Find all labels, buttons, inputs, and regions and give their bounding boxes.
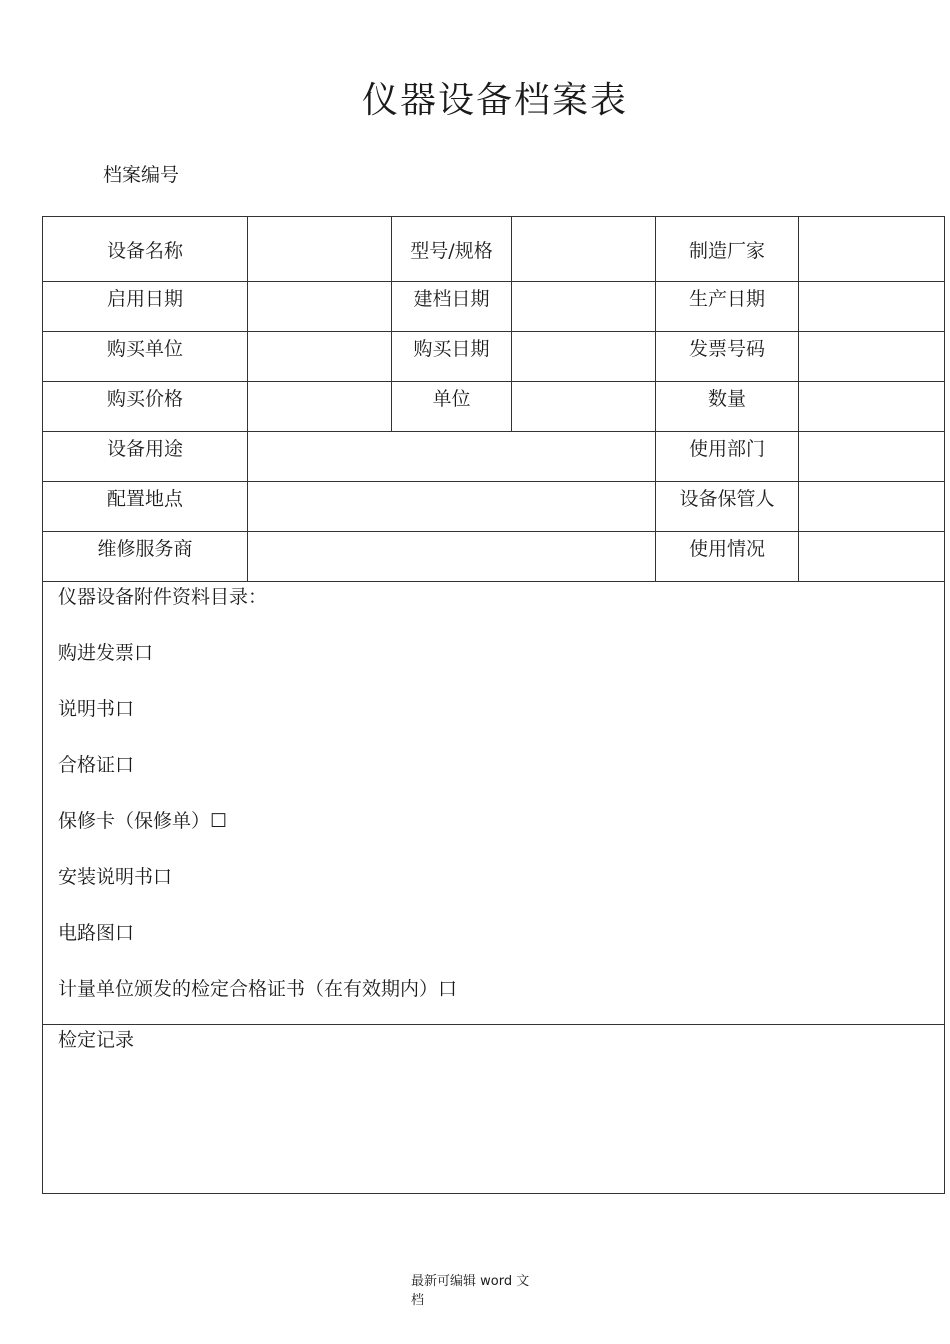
location-label: 配置地点 — [43, 482, 248, 532]
attachment-calibration-cert-checkbox[interactable]: 计量单位颁发的检定合格证书（在有效期内）口 — [58, 978, 458, 1000]
purchase-date-label: 购买日期 — [392, 332, 512, 382]
table-row — [43, 382, 945, 432]
invoice-number-field[interactable] — [799, 332, 945, 382]
attachments-heading: 仪器设备附件资料目录： — [58, 586, 268, 608]
unit-label: 单位 — [392, 382, 512, 432]
purchase-unit-label: 购买单位 — [43, 332, 248, 382]
manufacturer-label: 制造厂家 — [656, 217, 799, 282]
file-date-label: 建档日期 — [392, 282, 512, 332]
service-provider-field[interactable] — [248, 532, 656, 582]
quantity-field[interactable] — [799, 382, 945, 432]
user-department-field[interactable] — [799, 432, 945, 482]
attachment-invoice-checkbox[interactable]: 购进发票口 — [58, 642, 154, 664]
device-usage-label: 设备用途 — [43, 432, 248, 482]
table-row — [43, 282, 945, 332]
quantity-label: 数量 — [656, 382, 799, 432]
table-row — [43, 482, 945, 532]
attachments-section — [43, 582, 945, 1025]
invoice-number-label: 发票号码 — [656, 332, 799, 382]
service-provider-label: 维修服务商 — [43, 532, 248, 582]
production-date-field[interactable] — [799, 282, 945, 332]
purchase-unit-field[interactable] — [248, 332, 392, 382]
table-row — [43, 332, 945, 382]
attachment-circuit-diagram-checkbox[interactable]: 电路图口 — [58, 922, 135, 944]
production-date-label: 生产日期 — [656, 282, 799, 332]
attachment-certificate-checkbox[interactable]: 合格证口 — [58, 754, 135, 776]
custodian-label: 设备保管人 — [656, 482, 799, 532]
manufacturer-field[interactable] — [799, 217, 945, 282]
model-spec-field[interactable] — [512, 217, 656, 282]
purchase-price-field[interactable] — [248, 382, 392, 432]
purchase-date-field[interactable] — [512, 332, 656, 382]
user-department-label: 使用部门 — [656, 432, 799, 482]
unit-field[interactable] — [512, 382, 656, 432]
attachment-manual-checkbox[interactable]: 说明书口 — [58, 698, 135, 720]
table-row — [43, 532, 945, 582]
table-row — [43, 217, 945, 282]
device-name-label: 设备名称 — [43, 217, 248, 282]
custodian-field[interactable] — [799, 482, 945, 532]
verification-record-heading: 检定记录 — [58, 1029, 135, 1051]
equipment-form-table — [42, 216, 945, 1194]
attachment-warranty-checkbox[interactable]: 保修卡（保修单）☐ — [58, 810, 228, 832]
table-row — [43, 1025, 945, 1194]
model-spec-label: 型号/规格 — [392, 217, 512, 282]
attachment-install-guide-checkbox[interactable]: 安装说明书口 — [58, 866, 173, 888]
device-usage-field[interactable] — [248, 432, 656, 482]
file-number-label: 档案编号 — [103, 164, 180, 186]
usage-status-label: 使用情况 — [656, 532, 799, 582]
footer-note: 最新可编辑 word 文档 — [411, 1274, 530, 1308]
start-date-label: 启用日期 — [43, 282, 248, 332]
location-field[interactable] — [248, 482, 656, 532]
verification-record-section[interactable] — [43, 1025, 945, 1194]
table-row — [43, 432, 945, 482]
file-date-field[interactable] — [512, 282, 656, 332]
page-title: 仪器设备档案表 — [361, 80, 628, 121]
purchase-price-label: 购买价格 — [43, 382, 248, 432]
device-name-field[interactable] — [248, 217, 392, 282]
start-date-field[interactable] — [248, 282, 392, 332]
table-row — [43, 582, 945, 1025]
usage-status-field[interactable] — [799, 532, 945, 582]
